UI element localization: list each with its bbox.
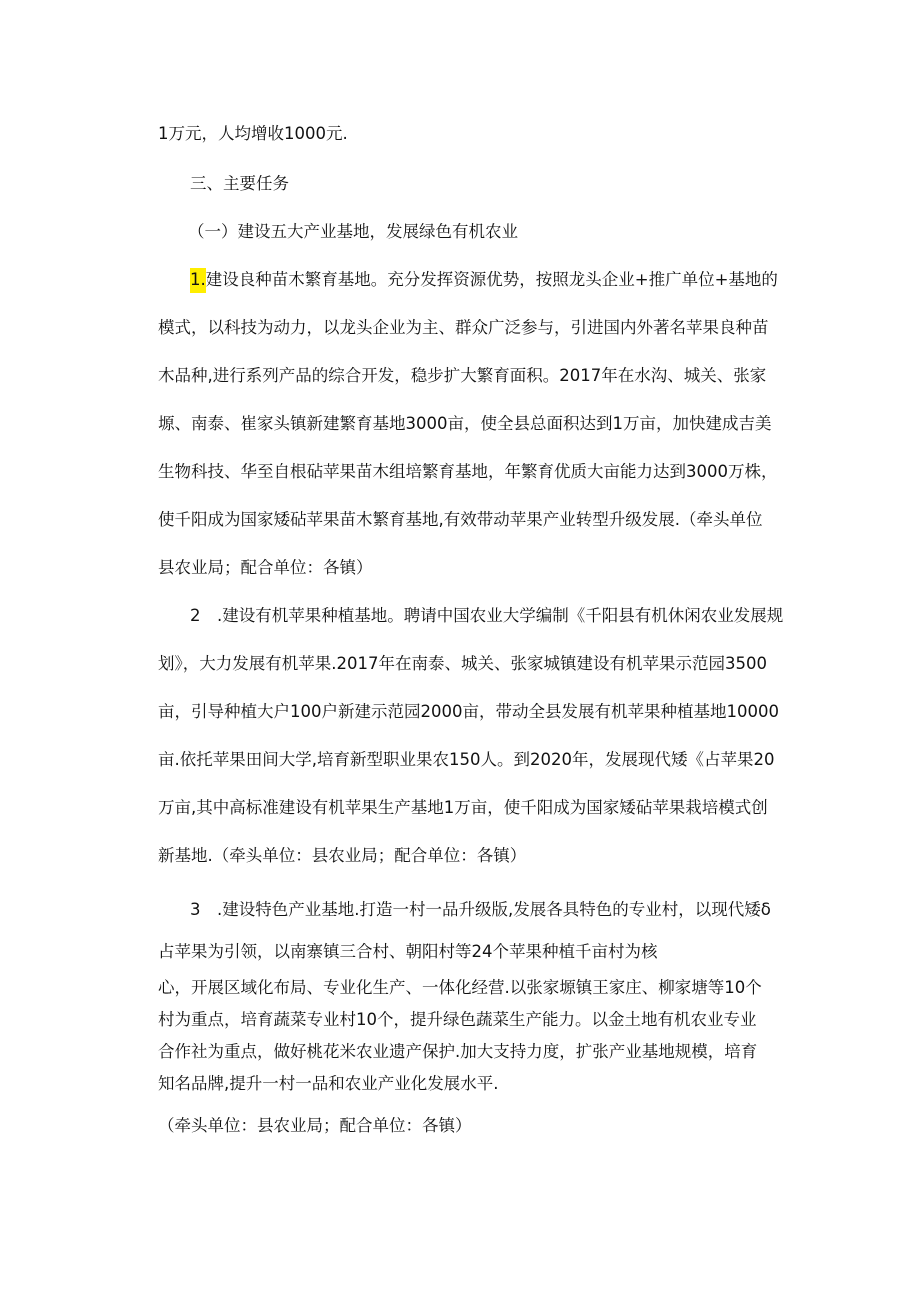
item3-line-3: 心，开展区域化布局、专业化生产、一体化经营.以张家塬镇王家庄、柳家塘等10个: [158, 978, 762, 997]
item2-line-3: 亩，引导种植大户100户新建示范园2000亩，带动全县发展有机苹果种植基地10000: [158, 702, 779, 721]
item1-line-3: 木品种,进行系列产品的综合开发，稳步扩大繁育面积。2017年在水沟、城关、张家: [158, 366, 767, 385]
item1-number-highlight: 1.: [190, 268, 206, 293]
item1-line-6: 使千阳成为国家矮砧苹果苗木繁育基地,有效带动苹果产业转型升级发展.（牵头单位: [158, 510, 763, 529]
item3-closing: （牵头单位：县农业局；配合单位：各镇）: [158, 1116, 472, 1135]
item1-line-5: 生物科技、华至自根砧苹果苗木组培繁育基地，年繁育优质大亩能力达到3000万株，: [158, 462, 778, 481]
subsection-heading: （一）建设五大产业基地，发展绿色有机农业: [188, 222, 518, 241]
item3-line-6: 知名品牌,提升一村一品和农业产业化发展水平.: [158, 1074, 499, 1093]
item2-line-1: 2 .建设有机苹果种植基地。聘请中国农业大学编制《千阳县有机休闲农业发展规: [190, 606, 784, 625]
item2-line-2: 划》，大力发展有机苹果.2017年在南泰、城关、张家城镇建设有机苹果示范园3500: [158, 654, 767, 673]
item3-first-line: 3 .建设特色产业基地.打造一村一品升级版,发展各具特色的专业村，以现代矮δ: [190, 900, 771, 919]
item1-line-1-text: 建设良种苗木繁育基地。充分发挥资源优势，按照龙头企业+推广单位+基地的: [205, 270, 778, 289]
item1-line-1: [190, 268, 778, 292]
item3-line-2: 占苹果为引领，以南寨镇三合村、朝阳村等24个苹果种植千亩村为核: [158, 942, 658, 961]
item2-line-6: 新基地.（牵头单位：县农业局；配合单位：各镇）: [158, 846, 527, 865]
item1-line-7: 县农业局；配合单位：各镇）: [158, 558, 373, 577]
item1-line-2: 模式，以科技为动力，以龙头企业为主、群众广泛参与，引进国内外著名苹果良种苗: [158, 318, 769, 337]
item3-line-5: 合作社为重点，做好桃花米农业遗产保护.加大支持力度，扩张产业基地规模，培育: [158, 1042, 758, 1061]
item2-line-4: 亩.依托苹果田间大学,培育新型职业果农150人。到2020年，发展现代矮《占苹果20: [158, 750, 775, 769]
item2-line-5: 万亩,其中高标准建设有机苹果生产基地1万亩，使千阳成为国家矮砧苹果栽培模式创: [158, 798, 768, 817]
item3-line-4: 村为重点，培育蔬菜专业村10个，提升绿色蔬菜生产能力。以金土地有机农业专业: [158, 1010, 757, 1029]
intro-line: 1万元，人均增收1000元.: [158, 124, 348, 143]
section-heading: 三、主要任务: [190, 174, 289, 193]
item1-line-4: 塬、南泰、崔家头镇新建繁育基地3000亩，使全县总面积达到1万亩，加快建成吉美: [158, 414, 772, 433]
